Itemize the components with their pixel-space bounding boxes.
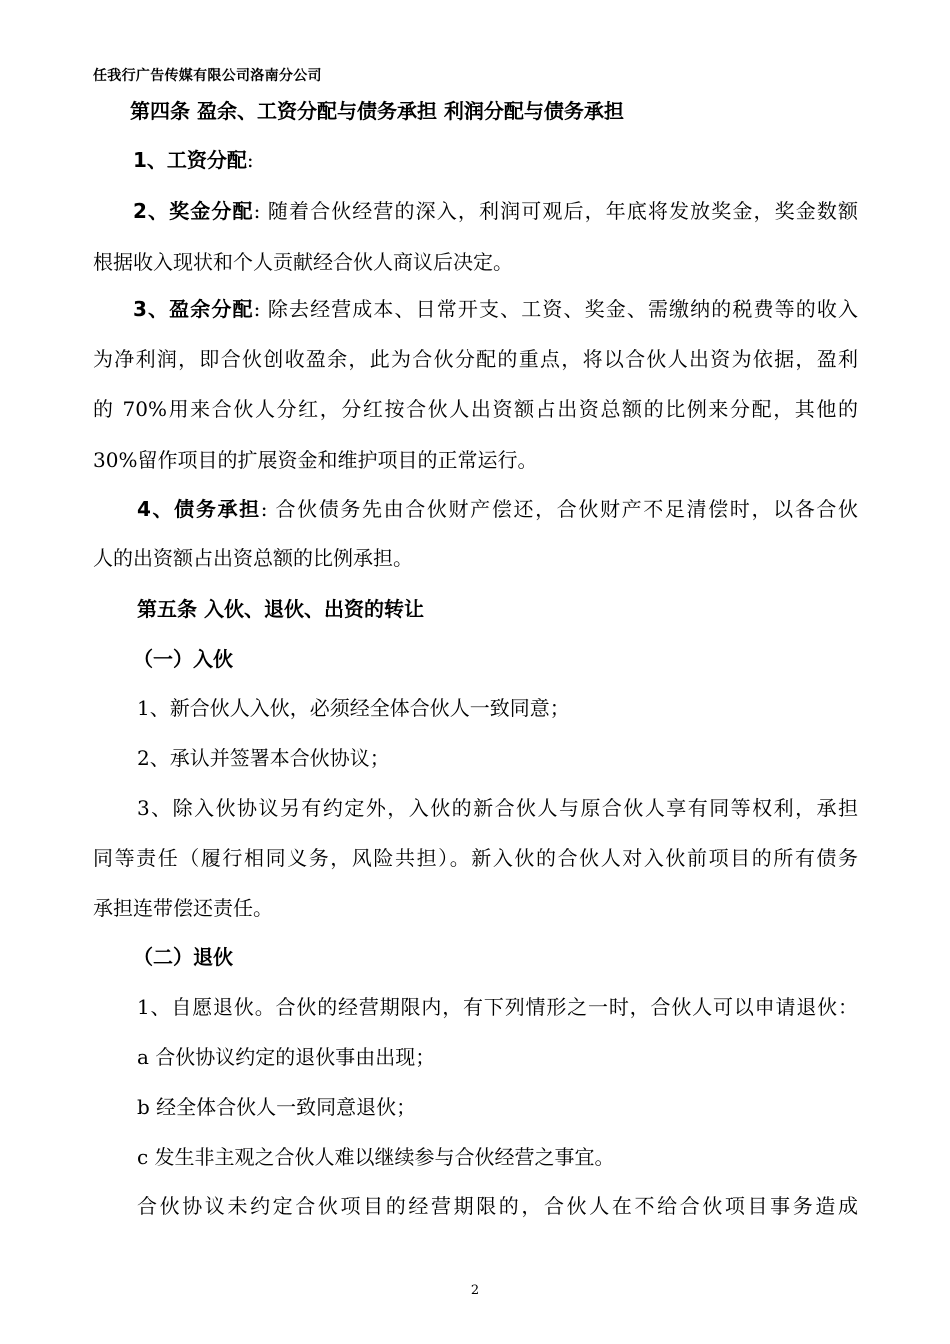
section1-title: （一）入伙: [133, 647, 233, 671]
section2-title: （二）退伙: [133, 945, 233, 969]
article4-item1: [133, 148, 254, 172]
section2-p1: 1、自愿退伙。合伙的经营期限内，有下列情形之一时，合伙人可以申请退伙：: [137, 995, 858, 1019]
article4-item2-line2: 根据收入现状和个人贡献经合伙人商议后决定。: [93, 250, 513, 274]
item1-colon: :: [246, 148, 254, 172]
page-number: 2: [470, 1283, 480, 1298]
article4-item3-line4: 30%留作项目的扩展资金和维护项目的正常运行。: [93, 448, 538, 472]
section2-item-b: b 经全体合伙人一致同意退伙；: [137, 1095, 417, 1119]
section1-p3-line1: 3、除入伙协议另有约定外，入伙的新合伙人与原合伙人享有同等权利，承担: [137, 796, 858, 820]
section2-last: 合伙协议未约定合伙项目的经营期限的，合伙人在不给合伙项目事务造成: [137, 1194, 858, 1218]
article4-item4-line1: [137, 497, 858, 521]
item4-text1: : 合伙债务先由合伙财产偿还，合伙财产不足清偿时，以各合伙: [260, 497, 858, 521]
article4-item3-line3: 的 70%用来合伙人分红，分红按合伙人出资额占出资总额的比例来分配，其他的: [93, 397, 858, 421]
article4-item2-line1: [133, 199, 858, 223]
item1-label: 1、工资分配: [133, 148, 247, 172]
section1-p3-line2: 同等责任（履行相同义务，风险共担）。新入伙的合伙人对入伙前项目的所有债务: [93, 846, 858, 870]
article4-item3-line2: 为净利润，即合伙创收盈余，此为合伙分配的重点，将以合伙人出资为依据，盈利: [93, 347, 858, 371]
article4-item3-line1: [133, 297, 858, 321]
article4-title: 第四条 盈余、工资分配与债务承担 利润分配与债务承担: [130, 99, 624, 123]
section1-p2: 2、承认并签署本合伙协议；: [137, 746, 390, 770]
section2-item-c: c 发生非主观之合伙人难以继续参与合伙经营之事宜。: [137, 1145, 615, 1169]
section2-item-a: a 合伙协议约定的退伙事由出现；: [137, 1045, 436, 1069]
section1-p1: 1、新合伙人入伙，必须经全体合伙人一致同意；: [137, 696, 570, 720]
item3-label: 3、盈余分配: [133, 297, 254, 321]
item4-label: 4、债务承担: [137, 497, 261, 521]
section1-p3-line3: 承担连带偿还责任。: [93, 896, 273, 920]
item2-text1: : 随着合伙经营的深入，利润可观后，年底将发放奖金，奖金数额: [253, 199, 858, 223]
item3-text1: : 除去经营成本、日常开支、工资、奖金、需缴纳的税费等的收入: [253, 297, 858, 321]
article4-item4-line2: 人的出资额占出资总额的比例承担。: [93, 546, 413, 570]
item2-label: 2、奖金分配: [133, 199, 254, 223]
article5-title: 第五条 入伙、退伙、出资的转让: [137, 597, 424, 621]
page-header: 任我行广告传媒有限公司洛南分公司: [93, 68, 322, 84]
